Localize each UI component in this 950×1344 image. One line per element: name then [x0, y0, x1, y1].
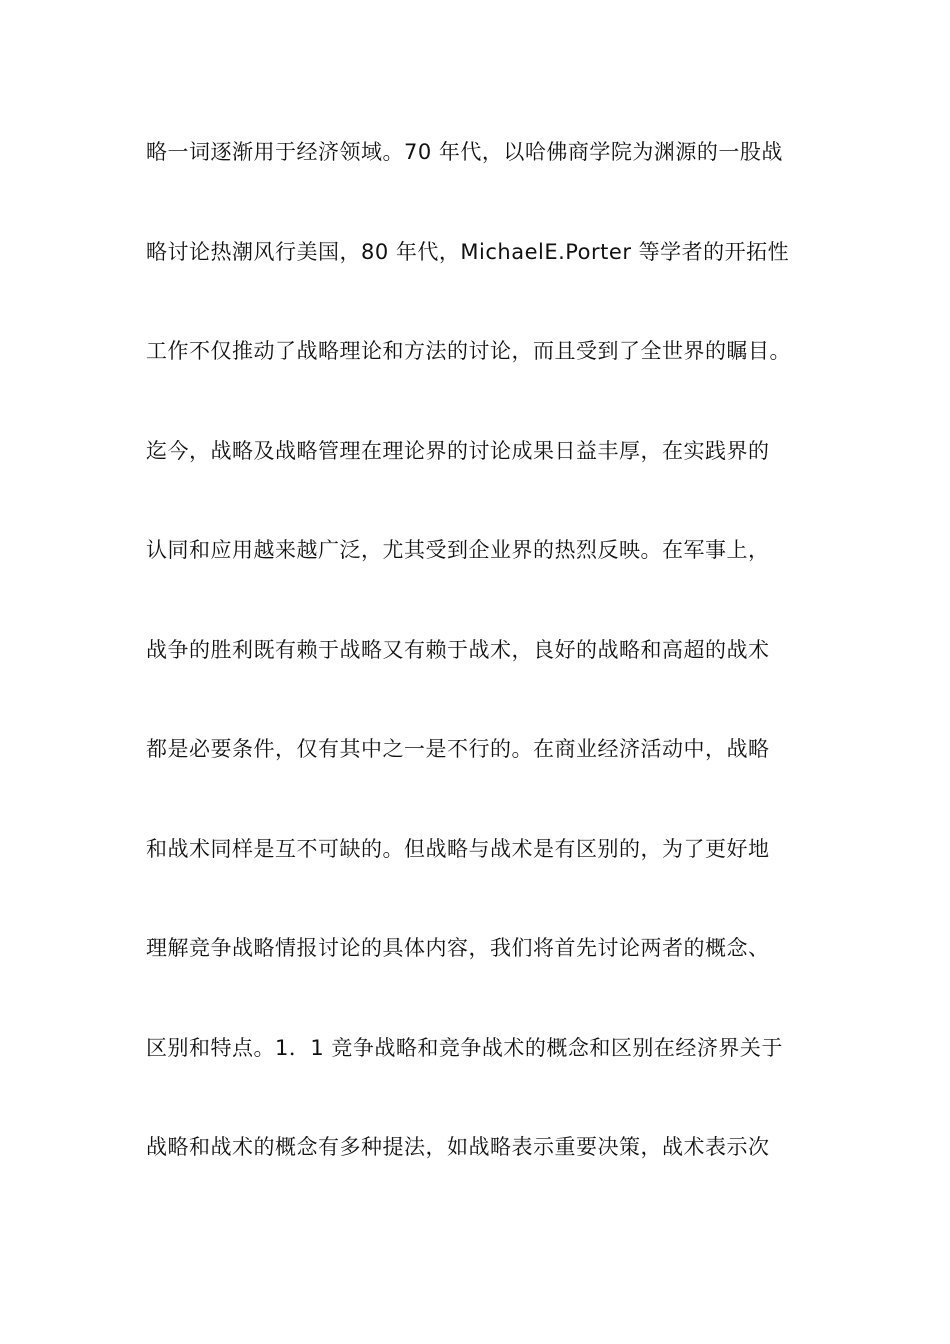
text-line: 工作不仅推动了战略理论和方法的讨论，而且受到了全世界的瞩目。: [146, 339, 791, 363]
text-line: 都是必要条件，仅有其中之一是不行的。在商业经济活动中，战略: [146, 737, 770, 761]
body-text: [146, 132, 846, 1227]
text-line: 认同和应用越来越广泛，尤其受到企业界的热烈反映。在军事上，: [146, 538, 770, 562]
text-line: 战争的胜利既有赖于战略又有赖于战术，良好的战略和高超的战术: [146, 637, 770, 662]
text-line: 略一词逐渐用于经济领域。70 年代，以哈佛商学院为渊源的一股战: [146, 140, 783, 164]
text-line: 迄今，战略及战略管理在理论界的讨论成果日益丰厚，在实践界的: [146, 438, 770, 463]
text-line: 略讨论热潮风行美国，80 年代，MichaelE.Porter 等学者的开拓性: [146, 239, 790, 264]
text-line: 区别和特点。1．1 竞争战略和竞争战术的概念和区别在经济界关于: [146, 1035, 783, 1060]
text-line: 理解竞争战略情报讨论的具体内容，我们将首先讨论两者的概念、: [146, 936, 770, 960]
text-line: 和战术同样是互不可缺的。但战略与战术是有区别的，为了更好地: [146, 836, 770, 861]
text-line: 战略和战术的概念有多种提法，如战略表示重要决策，战术表示次: [146, 1135, 770, 1159]
